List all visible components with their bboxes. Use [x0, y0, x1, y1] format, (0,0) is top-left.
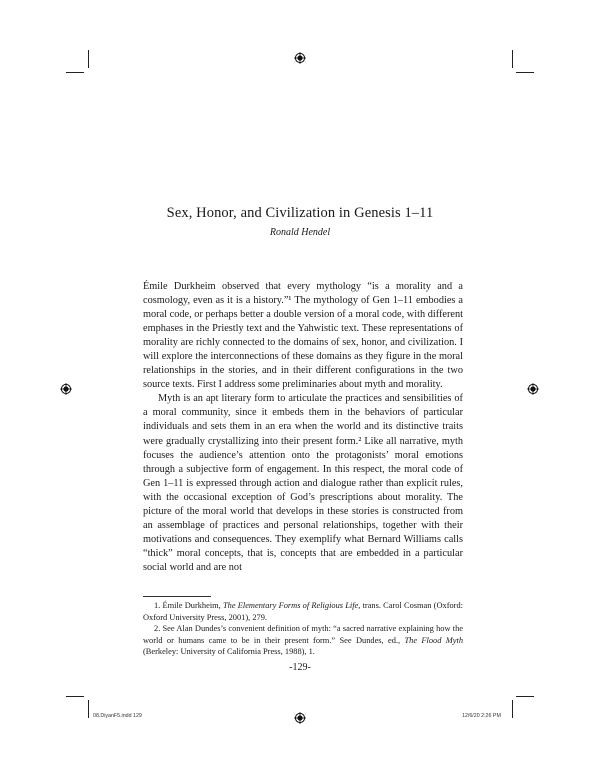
slug-file-name: 08.DiyanF5.indd 129: [93, 713, 142, 719]
page-number: -129-: [289, 662, 311, 673]
crop-mark-top-right-h: [516, 72, 534, 73]
crop-mark-top-left-v: [88, 50, 89, 68]
registration-mark-icon: [294, 712, 306, 724]
footnote-2: 2. See Alan Dundes’s convenient definition of myth: “a sacred narrative explaining how the world or humans came to be in their present form.” See Dundes, ed., The Flood Myth (Berkeley: University of California Press, 1988), 1.: [143, 624, 464, 657]
crop-mark-top-left-h: [66, 72, 84, 73]
paragraph-2: Myth is an apt literary form to articulate the practices and sensibilities of a moral community, since it embeds them in the behaviors of particular individuals and sets them in an era when the world and its distinctive traits were gradually crystallizing into their present form.² Like all narrative, myth focuses the audience’s attention onto the protagonists’ moral emotions through a subjective form of engagement. In this respect, the moral code of Gen 1–11 is expressed through action and dialogue rather than explicit rules, with the occasional exception of God’s prescriptions about morality. The picture of the moral world that develops in these stories is constructed from an assemblage of practices and personal relationships, together with their motivations and consequences. They exemplify what Bernard Williams calls “thick” moral concepts, that is, concepts that are embedded in a particular social world and are not: [143, 393, 463, 573]
crop-mark-bottom-right-h: [516, 696, 534, 697]
article-title: Sex, Honor, and Civilization in Genesis 1–11: [166, 205, 434, 221]
registration-mark-icon: [527, 383, 539, 395]
article-author: Ronald Hendel: [269, 227, 331, 238]
footnote-2-book-title: The Flood Myth: [404, 635, 464, 645]
footnote-1-book-title: The Elementary Forms of Religious Life: [222, 601, 359, 610]
body-text: [143, 280, 463, 575]
footnote-1: 1. Émile Durkheim, The Elementary Forms of Religious Life, trans. Carol Cosman (Oxford: Oxford University Press, 2001), 279.: [143, 601, 463, 622]
slug-timestamp: 12/6/20 2:26 PM: [462, 713, 501, 719]
crop-mark-bottom-right-v: [512, 700, 513, 718]
footnotes: [143, 600, 463, 658]
crop-mark-top-right-v: [512, 50, 513, 68]
paragraph-1: Émile Durkheim observed that every mythology “is a morality and a cosmology, even as it is a history.”¹ The mythology of Gen 1–11 embodies a moral code, or perhaps better a double version of a moral code, with different emphases in the Priestly text and the Yahwistic text. These representations of morality are richly connected to the domains of sex, honor, and civilization. I will explore the interconnections of these domains as they figure in the moral relationships in the stories, and in their different configurations in the two source texts. First I address some preliminaries about myth and morality.: [143, 281, 463, 391]
registration-mark-icon: [60, 383, 72, 395]
registration-mark-icon: [294, 52, 306, 64]
crop-mark-bottom-left-v: [88, 700, 89, 718]
crop-mark-bottom-left-h: [66, 696, 84, 697]
footnote-divider: [143, 596, 211, 597]
